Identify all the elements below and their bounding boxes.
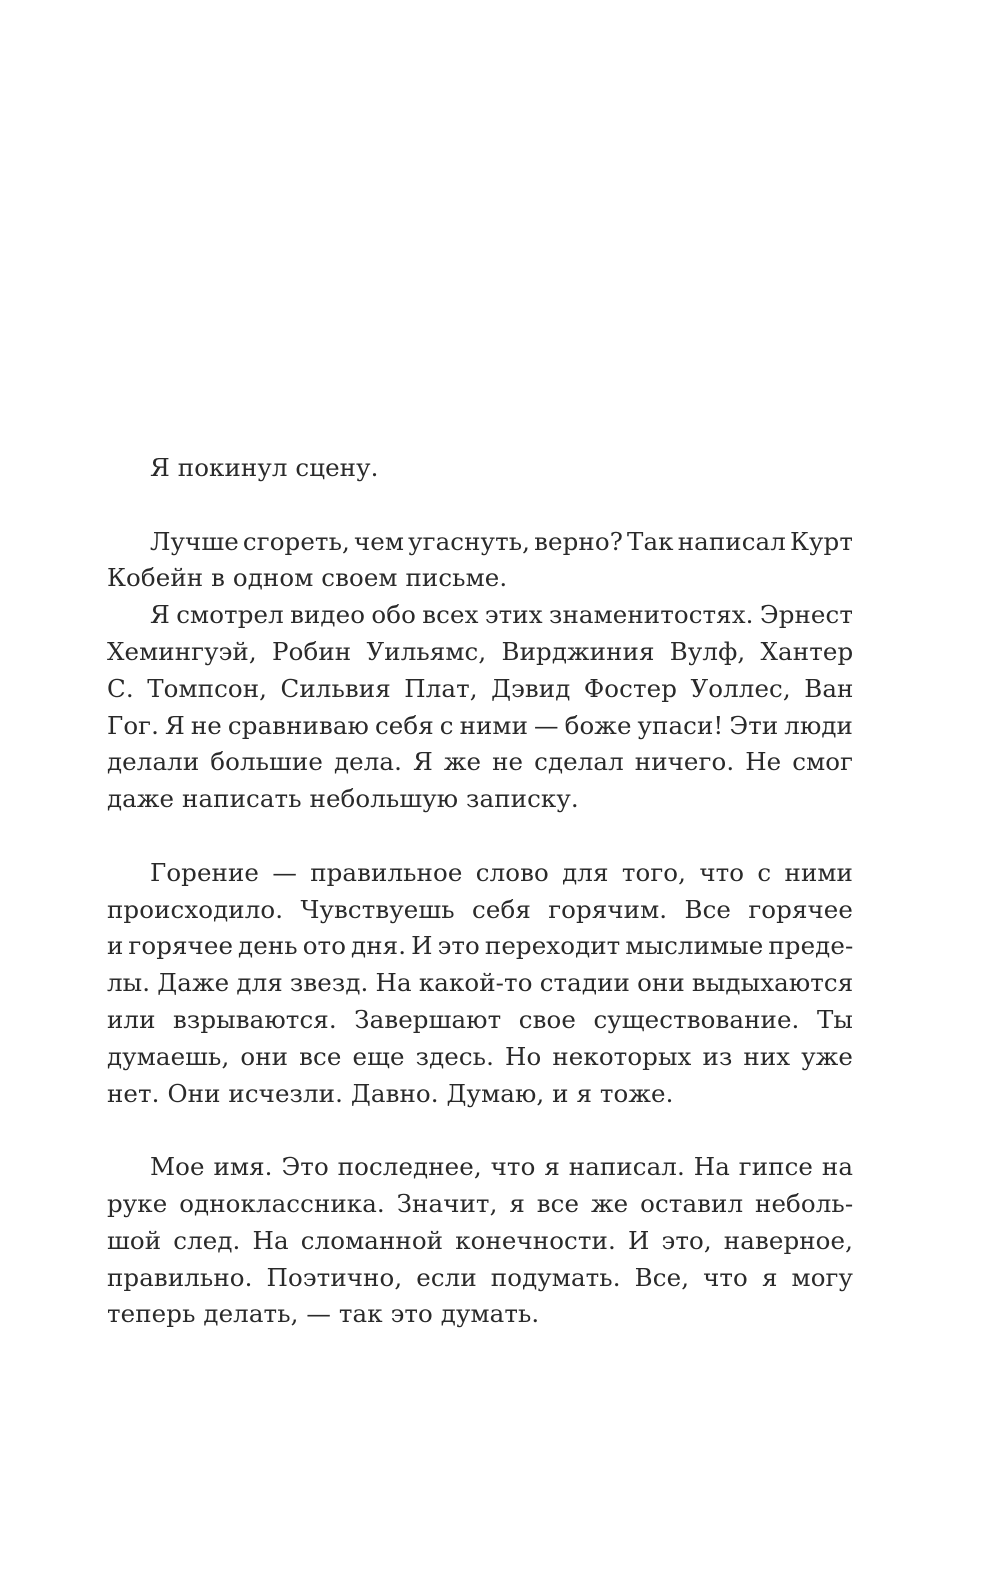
text-line: даже написать небольшую записку. (107, 784, 579, 814)
text-line: Хемингуэй, Робин Уильямс, Вирджиния Вулф, Хантер (107, 636, 854, 666)
text-line: Гог. Я не сравниваю себя с ними — боже упаси! Эти люди (107, 710, 853, 740)
text-line: нет. Они исчезли. Давно. Думаю, и я тоже. (107, 1078, 674, 1108)
text-line: Мое имя. Это последнее, что я написал. На гипсе на (150, 1152, 854, 1182)
text-line: думаешь, они все еще здесь. Но некоторых из них уже (107, 1041, 853, 1071)
text-line: Я смотрел видео обо всех этих знаменитостях. Эрнест (150, 600, 853, 630)
text-line: делали большие дела. Я же не сделал ничего. Не смог (107, 747, 854, 777)
text-line: Кобейн в одном своем письме. (107, 563, 508, 593)
paragraph (107, 524, 853, 598)
text-line: и горячее день ото дня. И это переходит мыслимые преде- (107, 931, 854, 961)
text-line: Горение — правильное слово для того, что с ними (150, 857, 853, 887)
text-line: лы. Даже для звезд. На какой-то стадии они выдыхаются (107, 968, 854, 998)
text-line: теперь делать, — так это думать. (107, 1299, 540, 1329)
paragraph (107, 450, 853, 487)
body-text (107, 450, 853, 1333)
text-line: правильно. Поэтично, если подумать. Все, что я могу (107, 1262, 853, 1292)
text-line: или взрываются. Завершают свое существование. Ты (107, 1004, 853, 1034)
text-line: происходило. Чувствуешь себя горячим. Все горячее (107, 894, 853, 924)
text-line: Я покинул сцену. (150, 453, 379, 482)
paragraph-gap (107, 1112, 853, 1149)
paragraph (107, 1149, 853, 1333)
text-line: руке одноклассника. Значит, я все же оставил неболь- (107, 1188, 854, 1218)
paragraph (107, 597, 853, 818)
text-line: шой след. На сломанной конечности. И это, наверное, (107, 1225, 853, 1255)
text-line: Лучше сгореть, чем угаснуть, верно? Так написал Курт (150, 526, 853, 556)
paragraph (107, 855, 853, 1113)
paragraph-gap (107, 487, 853, 524)
paragraph-gap (107, 818, 853, 855)
text-line: С. Томпсон, Сильвия Плат, Дэвид Фостер Уоллес, Ван (107, 673, 854, 703)
